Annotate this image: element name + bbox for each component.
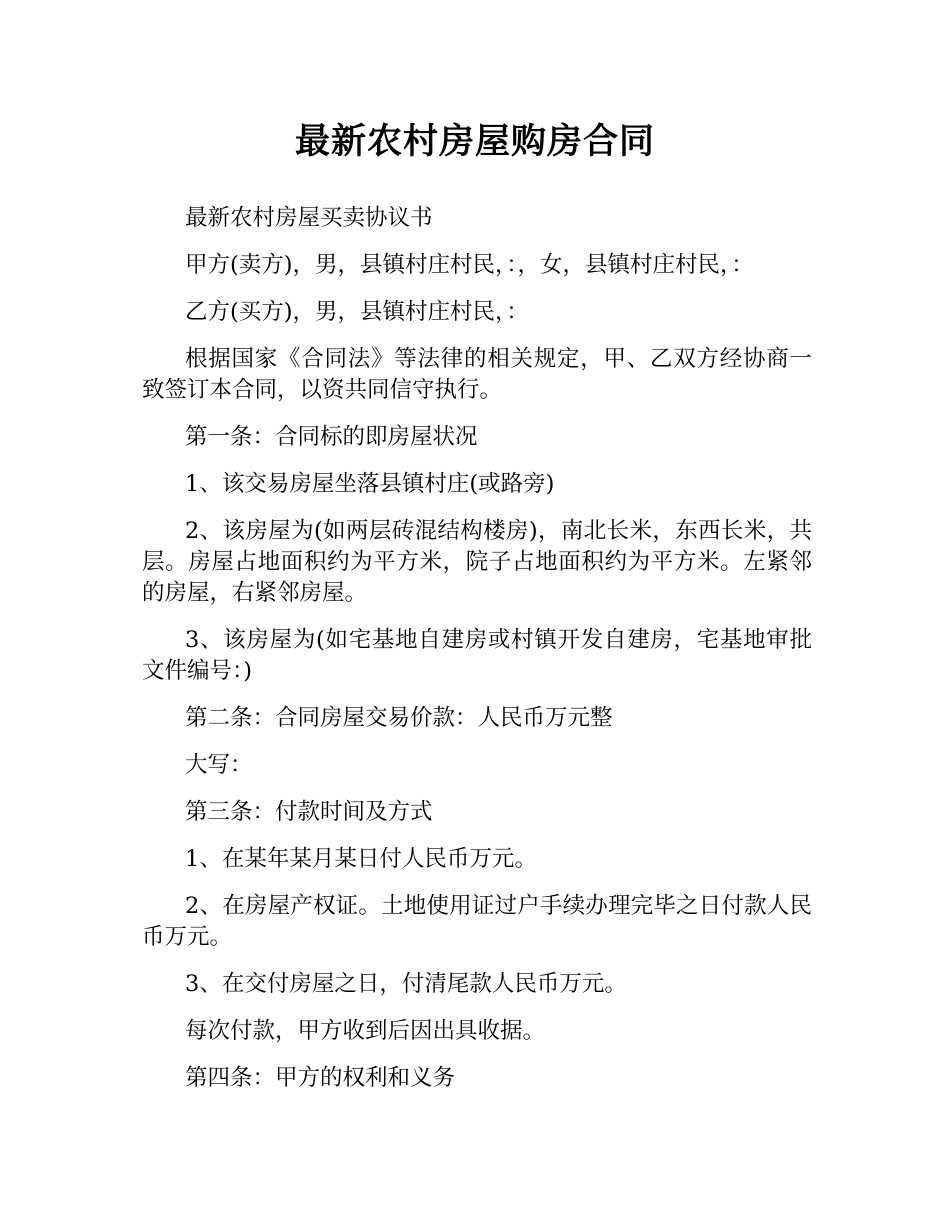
document-body [142, 203, 812, 1110]
paragraph-party-a: 甲方(卖方)，男，县镇村庄村民，：，女，县镇村庄村民，： [185, 252, 754, 278]
document-title: 最新农村房屋购房合同 [294, 122, 655, 162]
paragraph-article-3-item-2: 2、在房屋产权证。土地使用证过户手续办理完毕之日付款人民币万元。 [142, 893, 812, 950]
paragraph-article-3-item-3: 3、在交付房屋之日，付清尾款人民币万元。 [185, 971, 627, 997]
paragraph-article-4-heading: 第四条：甲方的权利和义务 [185, 1065, 456, 1091]
paragraph-party-b: 乙方(买方)，男，县镇村庄村民，： [185, 299, 529, 325]
paragraph-preamble: 根据国家《合同法》等法律的相关规定，甲、乙双方经协商一致签订本合同，以资共同信守执行。 [142, 346, 812, 403]
paragraph-article-2-heading: 第二条：合同房屋交易价款：人民币万元整 [185, 705, 613, 731]
paragraph-article-3-item-1: 1、在某年某月某日付人民币万元。 [185, 846, 537, 872]
paragraph-agreement-name: 最新农村房屋买卖协议书 [185, 205, 433, 231]
paragraph-article-1-item-2: 2、该房屋为(如两层砖混结构楼房)，南北长米，东西长米，共层。房屋占地面积约为平方米，院子占地面积约为平方米。左紧邻的房屋，右紧邻房屋。 [142, 518, 812, 606]
paragraph-article-3-heading: 第三条：付款时间及方式 [185, 799, 433, 825]
paragraph-article-3-receipt: 每次付款，甲方收到后因出具收据。 [185, 1018, 546, 1044]
paragraph-article-1-item-3: 3、该房屋为(如宅基地自建房或村镇开发自建房，宅基地审批文件编号：) [142, 627, 812, 684]
paragraph-article-1-item-1: 1、该交易房屋坐落县镇村庄(或路旁) [185, 471, 555, 497]
paragraph-article-2-capital-amount: 大写： [185, 752, 253, 778]
paragraph-article-1-heading: 第一条：合同标的即房屋状况 [185, 424, 478, 450]
